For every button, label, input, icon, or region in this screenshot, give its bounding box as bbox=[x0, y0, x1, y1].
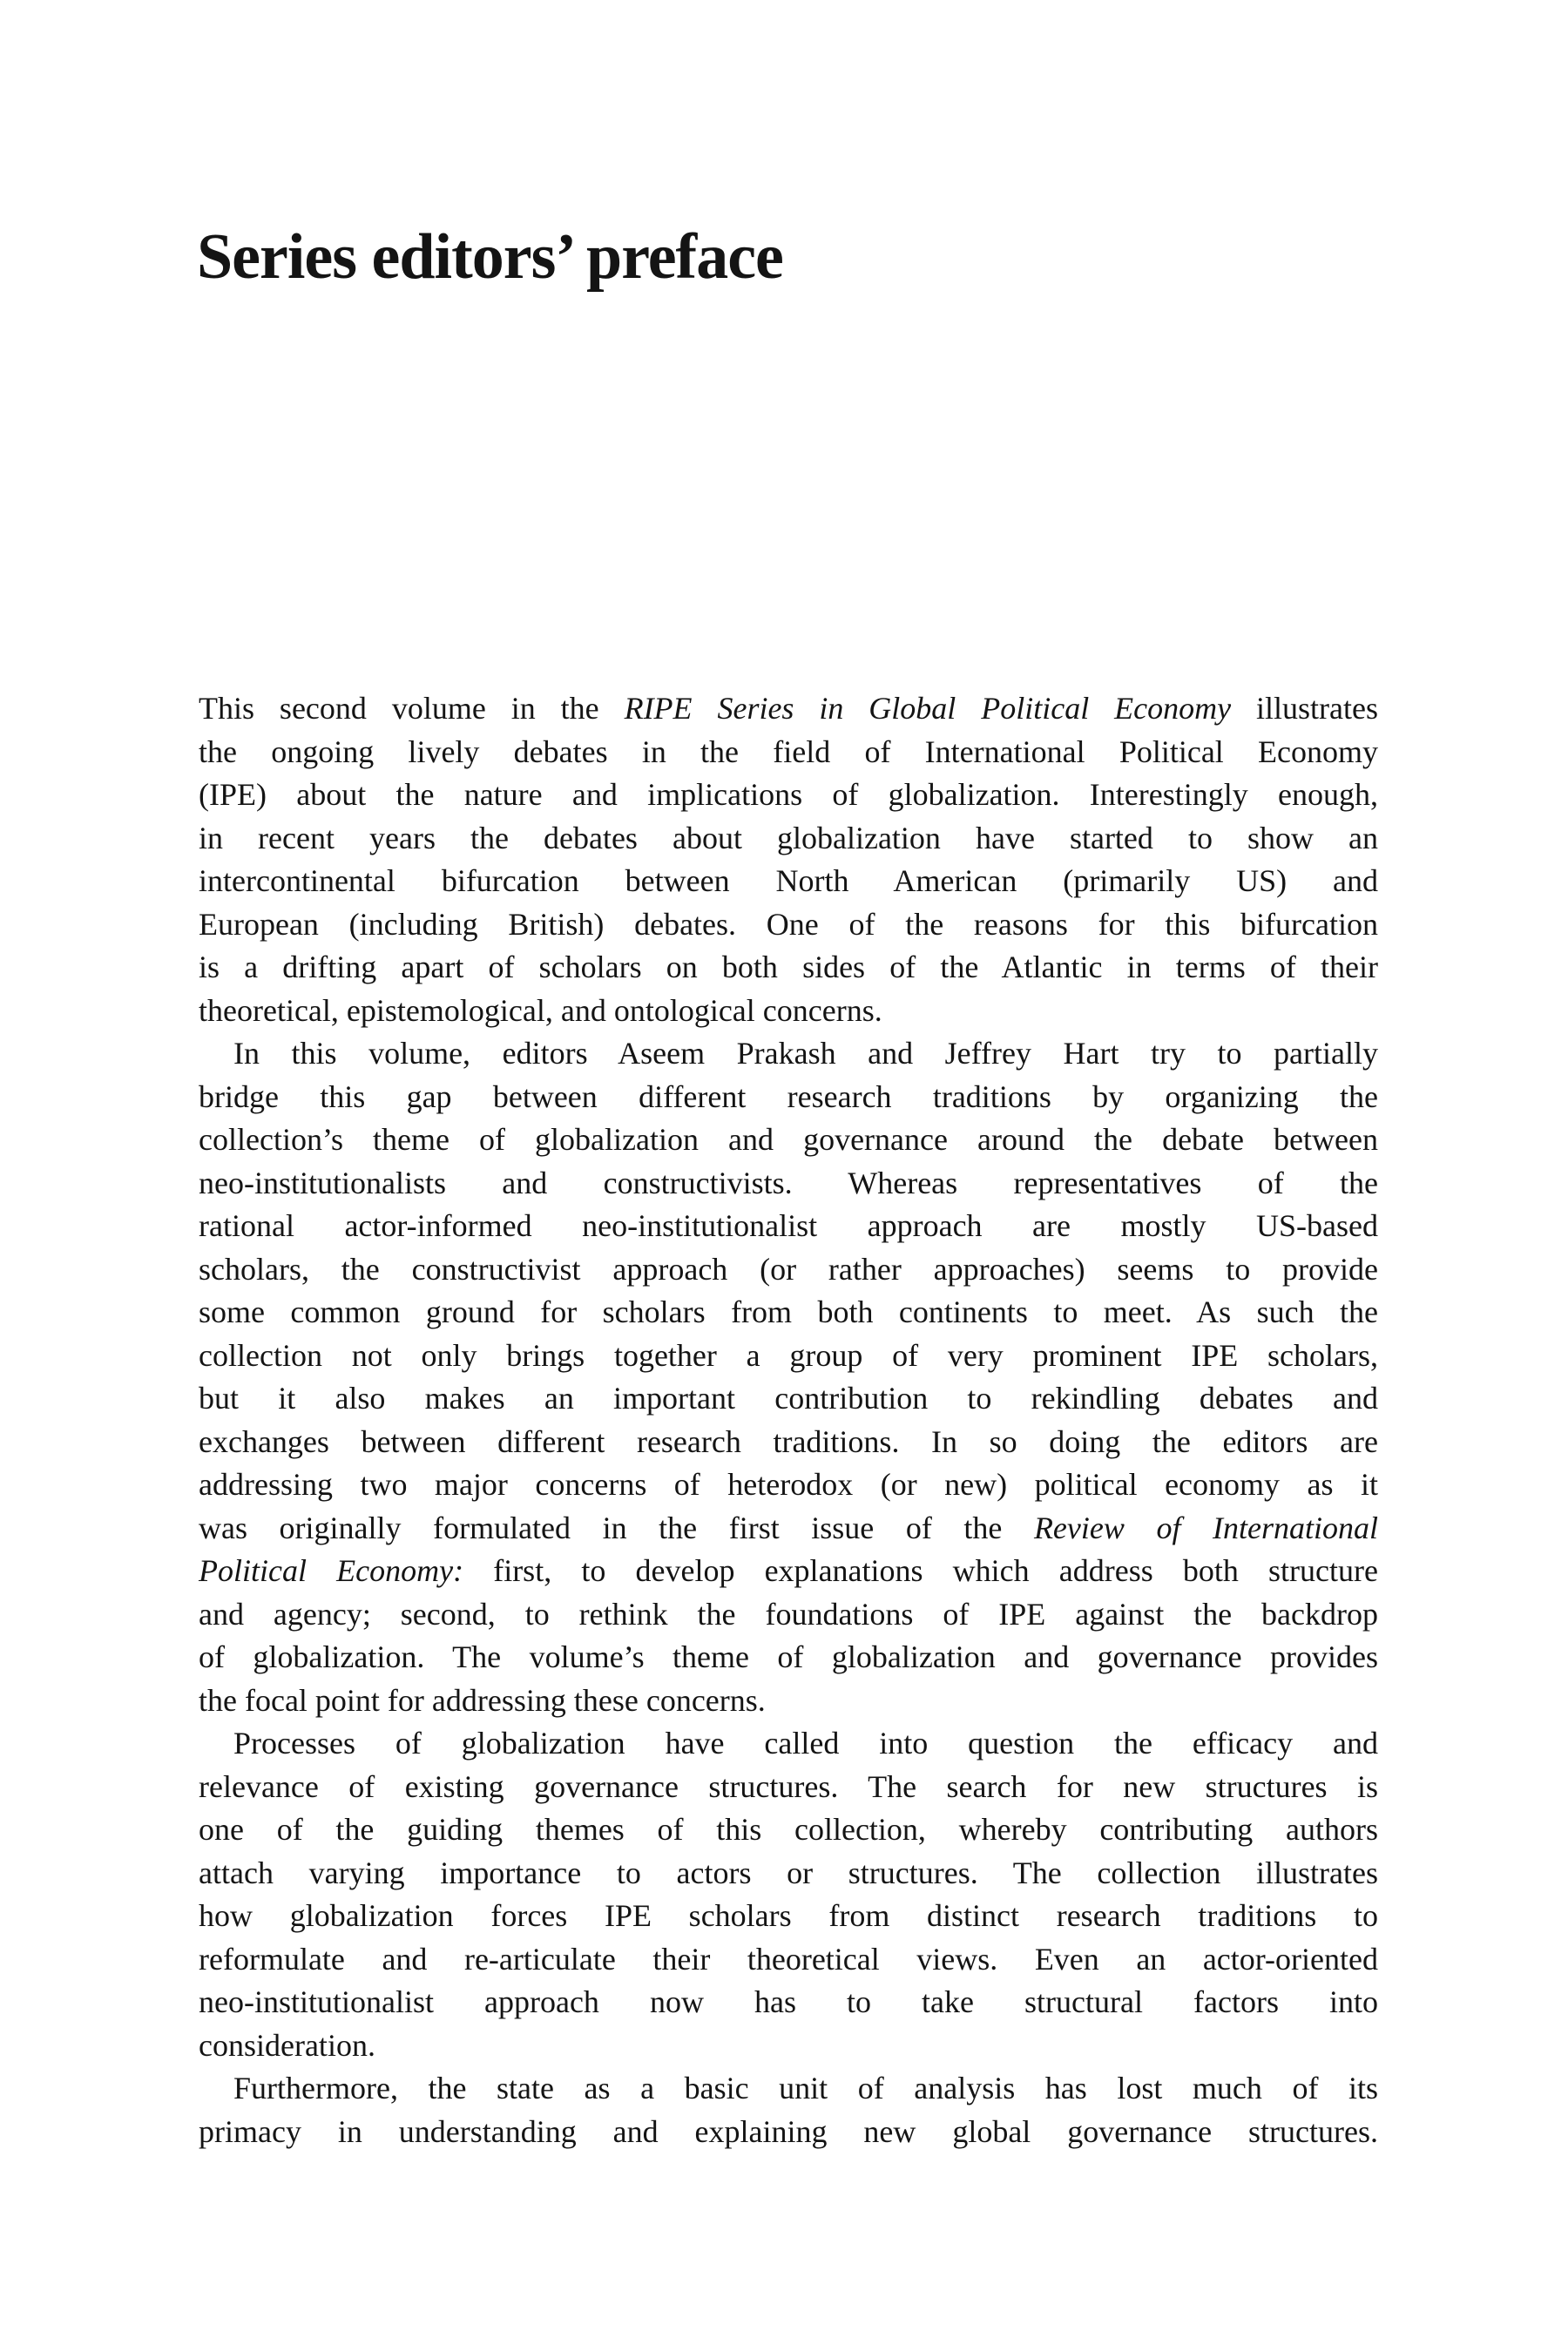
text-segment: and agency; second, to rethink the foundations of IPE against the backdrop bbox=[199, 1596, 1378, 1632]
text-line bbox=[199, 903, 1378, 947]
text-line bbox=[199, 774, 1378, 817]
paragraph bbox=[199, 687, 1378, 1032]
text-line bbox=[199, 860, 1378, 903]
text-segment: how globalization forces IPE scholars from distinct research traditions to bbox=[199, 1898, 1378, 1933]
text-line bbox=[199, 1680, 1378, 1723]
text-line bbox=[199, 1248, 1378, 1292]
text-line bbox=[199, 1981, 1378, 2024]
text-segment: rational actor-informed neo-institutionalist approach are mostly US-based bbox=[199, 1208, 1378, 1243]
text-segment: neo-institutionalist approach now has to take structural factors into bbox=[199, 1984, 1378, 2019]
text-segment: neo-institutionalists and constructivists. Whereas representatives of the bbox=[199, 1165, 1378, 1200]
text-segment: illustrates bbox=[1231, 691, 1378, 726]
italic-title-text: RIPE Series in Global Political Economy bbox=[624, 691, 1232, 726]
text-line bbox=[199, 1162, 1378, 1206]
text-line bbox=[199, 2111, 1378, 2154]
text-segment: was originally formulated in the first issue of the bbox=[199, 1510, 1034, 1545]
text-line bbox=[199, 817, 1378, 861]
text-line bbox=[199, 946, 1378, 990]
text-line bbox=[199, 687, 1378, 731]
text-line bbox=[199, 1119, 1378, 1162]
text-line bbox=[199, 1377, 1378, 1421]
text-line bbox=[199, 1636, 1378, 1680]
text-line bbox=[199, 1593, 1378, 1637]
text-line bbox=[199, 1032, 1378, 1076]
text-segment: the focal point for addressing these concerns. bbox=[199, 1682, 766, 1718]
italic-title-text: Review of International bbox=[1033, 1510, 1378, 1545]
text-segment: but it also makes an important contribution to rekindling debates and bbox=[199, 1381, 1378, 1416]
text-line bbox=[199, 1722, 1378, 1766]
text-segment: some common ground for scholars from both continents to meet. As such the bbox=[199, 1294, 1378, 1329]
text-line bbox=[199, 1766, 1378, 1809]
text-segment: collection’s theme of globalization and governance around the debate between bbox=[199, 1122, 1378, 1157]
italic-title-text: Political Economy: bbox=[199, 1553, 464, 1588]
text-segment: Furthermore, the state as a basic unit of analysis has lost much of its bbox=[233, 2071, 1378, 2105]
text-line bbox=[199, 1076, 1378, 1119]
text-line bbox=[199, 731, 1378, 774]
preface-body bbox=[199, 687, 1378, 2153]
text-segment: theoretical, epistemological, and ontological concerns. bbox=[199, 992, 882, 1028]
text-segment: attach varying importance to actors or structures. The collection illustrates bbox=[199, 1855, 1378, 1890]
text-segment: bridge this gap between different research traditions by organizing the bbox=[199, 1078, 1378, 1114]
text-segment: collection not only brings together a group of very prominent IPE scholars, bbox=[199, 1337, 1378, 1373]
text-line bbox=[199, 1205, 1378, 1248]
text-line bbox=[199, 2024, 1378, 2068]
text-segment: primacy in understanding and explaining new global governance structures. bbox=[199, 2113, 1378, 2149]
text-segment: Processes of globalization have called into question the efficacy and bbox=[233, 1726, 1378, 1761]
text-line bbox=[199, 2067, 1378, 2111]
text-line bbox=[199, 990, 1378, 1033]
text-segment: the ongoing lively debates in the field of International Political Economy bbox=[199, 733, 1378, 769]
paragraph bbox=[199, 1722, 1378, 2067]
text-line bbox=[199, 1550, 1378, 1593]
text-segment: addressing two major concerns of heterodox (or new) political economy as it bbox=[199, 1467, 1378, 1502]
text-line bbox=[199, 1852, 1378, 1896]
text-segment: In this volume, editors Aseem Prakash and Jeffrey Hart try to partially bbox=[233, 1036, 1378, 1071]
text-segment: This second volume in the bbox=[199, 691, 625, 726]
text-segment: of globalization. The volume’s theme of globalization and governance provides bbox=[199, 1639, 1378, 1674]
text-segment: first, to develop explanations which address both structure bbox=[463, 1553, 1378, 1588]
text-segment: one of the guiding themes of this collection, whereby contributing authors bbox=[199, 1812, 1378, 1847]
text-segment: in recent years the debates about globalization have started to show an bbox=[199, 820, 1378, 855]
text-segment: is a drifting apart of scholars on both sides of the Atlantic in terms of their bbox=[199, 950, 1378, 984]
text-segment: European (including British) debates. One of the reasons for this bifurcation bbox=[199, 906, 1378, 942]
text-segment: exchanges between different research traditions. In so doing the editors are bbox=[199, 1423, 1378, 1459]
text-line bbox=[199, 1808, 1378, 1852]
text-line bbox=[199, 1938, 1378, 1982]
text-line bbox=[199, 1507, 1378, 1551]
text-segment: reformulate and re-articulate their theoretical views. Even an actor-oriented bbox=[199, 1941, 1378, 1977]
paragraph bbox=[199, 2067, 1378, 2153]
text-line bbox=[199, 1335, 1378, 1378]
text-segment: scholars, the constructivist approach (or rather approaches) seems to provide bbox=[199, 1251, 1378, 1287]
text-segment: consideration. bbox=[199, 2027, 375, 2063]
text-line bbox=[199, 1291, 1378, 1335]
paragraph bbox=[199, 1032, 1378, 1722]
text-line bbox=[199, 1463, 1378, 1507]
page-title: Series editors’ preface bbox=[197, 221, 783, 293]
text-line bbox=[199, 1895, 1378, 1938]
text-segment: intercontinental bifurcation between North American (primarily US) and bbox=[199, 863, 1378, 898]
text-segment: (IPE) about the nature and implications of globalization. Interestingly enough, bbox=[199, 777, 1378, 812]
text-segment: relevance of existing governance structures. The search for new structures is bbox=[199, 1768, 1378, 1804]
text-line bbox=[199, 1421, 1378, 1464]
